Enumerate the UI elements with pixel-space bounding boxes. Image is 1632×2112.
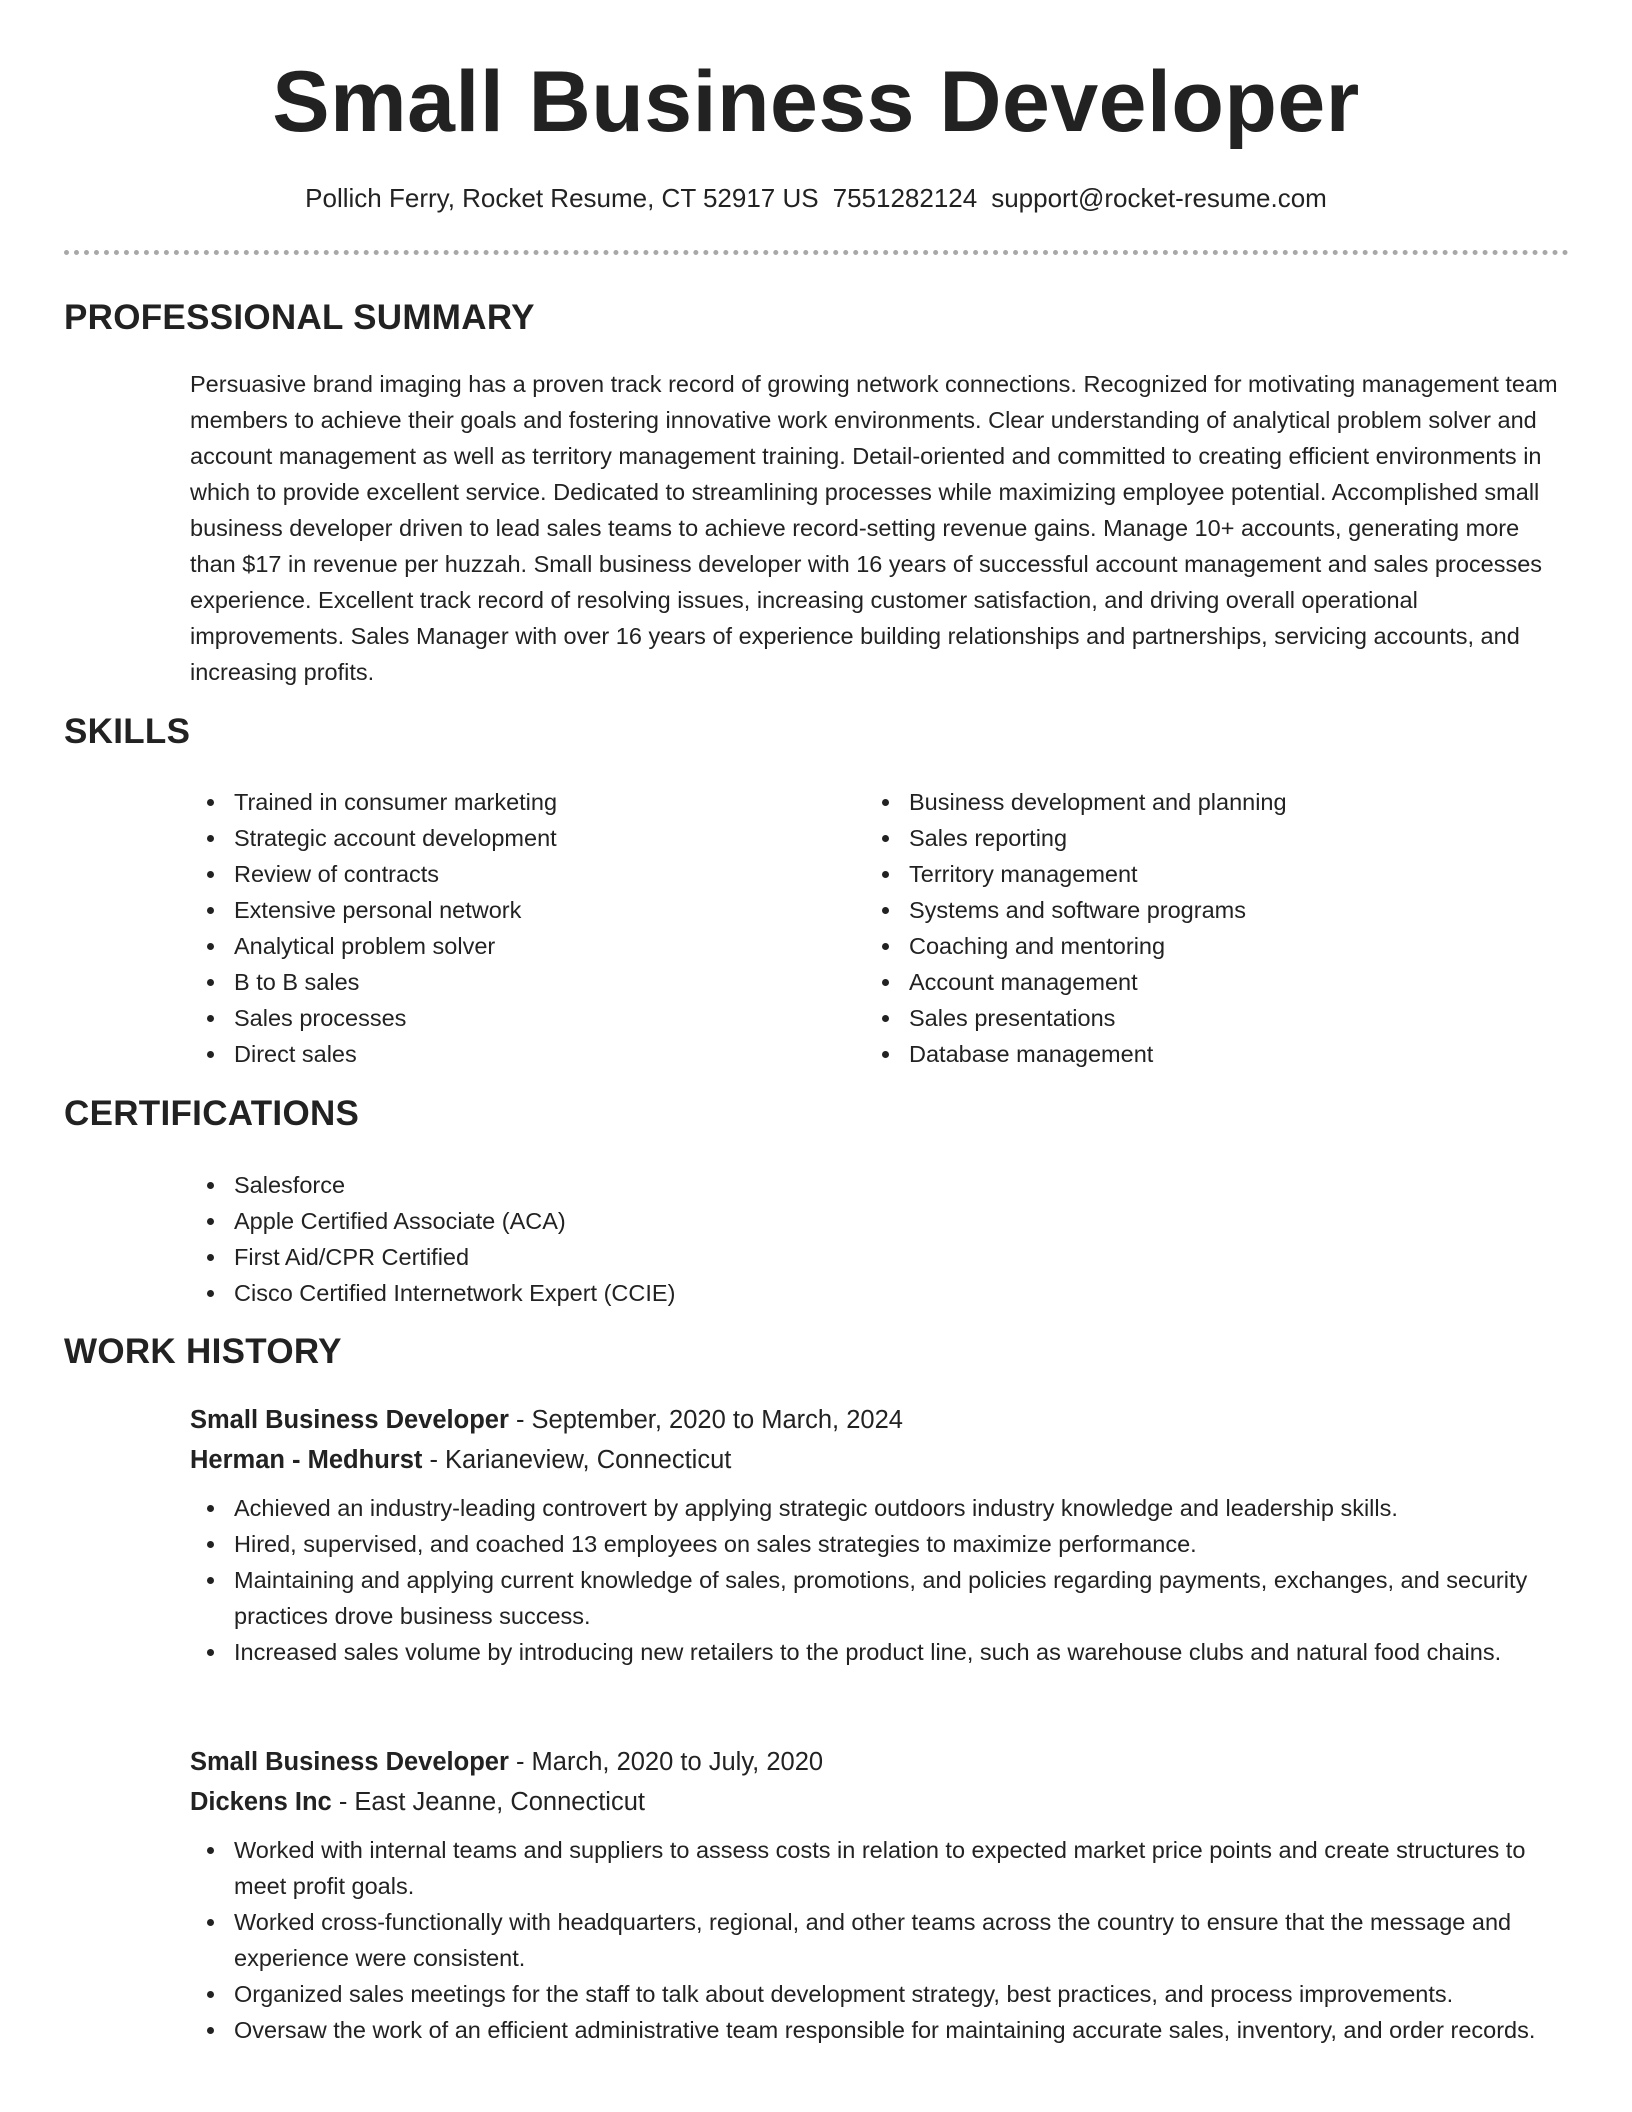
certification-item: Salesforce [190, 1167, 1570, 1203]
job-location: - East Jeanne, Connecticut [331, 1788, 645, 1816]
certifications-list [190, 1167, 1570, 1311]
job-bullet: Hired, supervised, and coached 13 employees on sales strategies to maximize performance. [190, 1526, 1580, 1562]
skill-item: Review of contracts [190, 856, 850, 892]
job-bullet: Achieved an industry-leading controvert by applying strategic outdoors industry knowledge and leadership skills. [190, 1490, 1580, 1526]
job-entry [190, 1400, 1580, 1670]
skill-item: Direct sales [190, 1036, 850, 1072]
job-company-line [190, 1440, 1580, 1480]
section-title-certifications: CERTIFICATIONS [64, 1094, 360, 1133]
job-company: Dickens Inc [190, 1788, 332, 1816]
section-title-professional-summary: PROFESSIONAL SUMMARY [64, 298, 535, 337]
job-bullet: Worked with internal teams and suppliers to assess costs in relation to expected market price points and create structures to meet profit goals. [190, 1832, 1580, 1904]
professional-summary-text: Persuasive brand imaging has a proven track record of growing network connections. Recognized for motivating management team members to achieve their goals and fostering innovative work environments. Clear understanding of analytical problem solver and account management as well as territory management training. Detail-oriented and committed to creating efficient environments in which to provide excellent service. Dedicated to streamlining processes while maximizing employee potential. Accomplished small business developer driven to lead sales teams to achieve record-setting revenue gains. Manage 10+ accounts, generating more than $17 in revenue per huzzah. Small business developer with 16 years of successful account management and sales processes experience. Excellent track record of resolving issues, increasing customer satisfaction, and driving overall operational improvements. Sales Manager with over 16 years of experience building relationships and partnerships, servicing accounts, and increasing profits. [190, 371, 1558, 685]
job-bullet: Oversaw the work of an efficient administrative team responsible for maintaining accurate sales, inventory, and order records. [190, 2012, 1580, 2048]
certification-item: First Aid/CPR Certified [190, 1239, 1570, 1275]
job-responsibilities [190, 1832, 1580, 2048]
skill-item: Database management [865, 1036, 1525, 1072]
contact-address: Pollich Ferry, Rocket Resume, CT 52917 US [305, 183, 819, 213]
section-title-skills: SKILLS [64, 712, 191, 751]
skill-item: Coaching and mentoring [865, 928, 1525, 964]
skill-item: Analytical problem solver [190, 928, 850, 964]
candidate-name: Small Business Developer [272, 54, 1360, 150]
job-company: Herman - Medhurst [190, 1446, 423, 1474]
contact-line [0, 180, 1632, 216]
certification-item: Cisco Certified Internetwork Expert (CCIE) [190, 1275, 1570, 1311]
skill-item: Trained in consumer marketing [190, 784, 850, 820]
skill-item: Systems and software programs [865, 892, 1525, 928]
skill-item: Strategic account development [190, 820, 850, 856]
skill-item: Sales reporting [865, 820, 1525, 856]
skill-item: Territory management [865, 856, 1525, 892]
skill-item: Account management [865, 964, 1525, 1000]
skill-item: Sales processes [190, 1000, 850, 1036]
skill-item: Extensive personal network [190, 892, 850, 928]
job-title-line [190, 1742, 1580, 1782]
job-bullet: Organized sales meetings for the staff to talk about development strategy, best practices, and process improvements. [190, 1976, 1580, 2012]
skill-item: Business development and planning [865, 784, 1525, 820]
section-title-work-history: WORK HISTORY [64, 1332, 342, 1371]
job-bullet: Maintaining and applying current knowledge of sales, promotions, and policies regarding payments, exchanges, and security practices drove business success. [190, 1562, 1580, 1634]
job-location: - Karianeview, Connecticut [422, 1446, 732, 1474]
contact-email: support@rocket-resume.com [991, 183, 1327, 213]
job-bullet: Increased sales volume by introducing new retailers to the product line, such as warehouse clubs and natural food chains. [190, 1634, 1580, 1670]
job-company-line [190, 1782, 1580, 1822]
job-dates: - March, 2020 to July, 2020 [508, 1748, 824, 1776]
job-dates: - September, 2020 to March, 2024 [508, 1406, 903, 1434]
certification-item: Apple Certified Associate (ACA) [190, 1203, 1570, 1239]
job-entry [190, 1742, 1580, 2048]
job-title-line [190, 1400, 1580, 1440]
skills-list-left [190, 784, 850, 1072]
job-responsibilities [190, 1490, 1580, 1670]
header-divider [64, 250, 1569, 255]
job-bullet: Worked cross-functionally with headquarters, regional, and other teams across the country to ensure that the message and experience were consistent. [190, 1904, 1580, 1976]
contact-phone: 7551282124 [832, 183, 978, 213]
skills-list-right [865, 784, 1525, 1072]
skill-item: B to B sales [190, 964, 850, 1000]
job-role: Small Business Developer [190, 1406, 509, 1434]
skill-item: Sales presentations [865, 1000, 1525, 1036]
job-role: Small Business Developer [190, 1748, 509, 1776]
